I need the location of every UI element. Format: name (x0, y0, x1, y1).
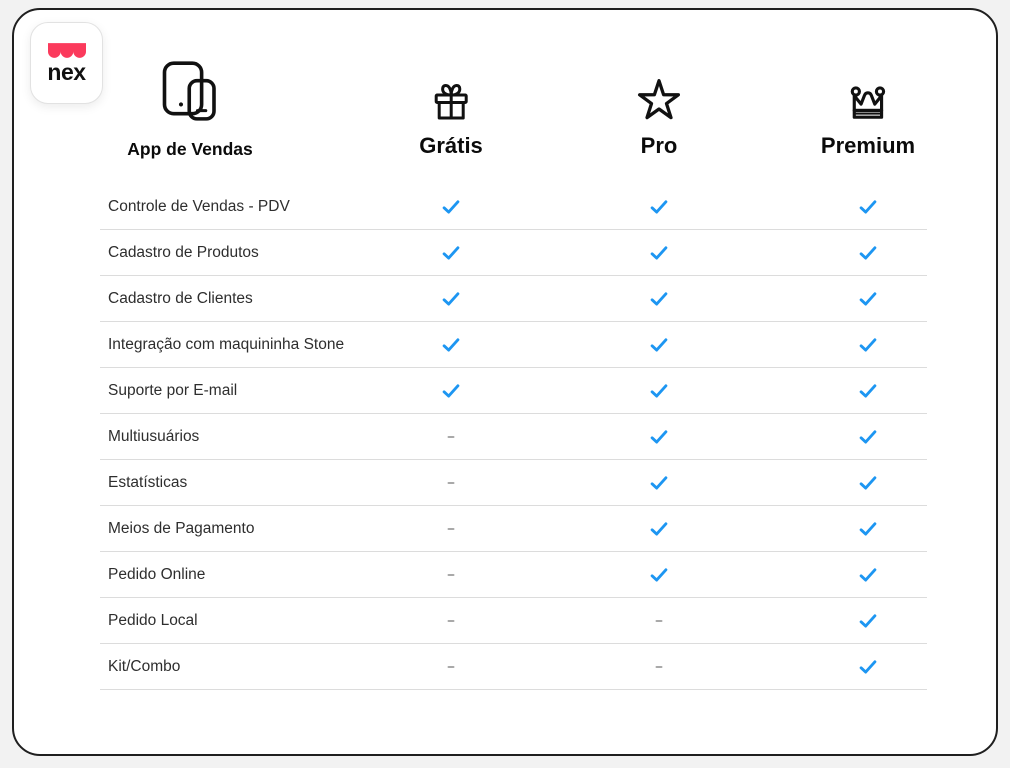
availability-check-icon (651, 200, 668, 214)
feature-label: Suporte por E-mail (108, 381, 238, 399)
availability-dash-icon (448, 666, 455, 668)
table-row (100, 230, 927, 276)
nex-logo-text: nex (47, 58, 86, 85)
availability-check-icon (860, 476, 877, 490)
table-row (100, 276, 927, 322)
availability-dash-icon (448, 620, 455, 622)
feature-label: Integração com maquininha Stone (108, 335, 345, 353)
plan-header-premium (821, 80, 915, 160)
availability-check-icon (443, 200, 460, 214)
feature-table (100, 184, 927, 690)
availability-check-icon (860, 614, 877, 628)
plan-header-pro (637, 80, 681, 160)
availability-dash-icon (656, 620, 663, 622)
feature-label: Meios de Pagamento (108, 519, 255, 537)
table-row (100, 598, 927, 644)
availability-check-icon (860, 338, 877, 352)
availability-check-icon (860, 522, 877, 536)
availability-check-icon (860, 246, 877, 260)
availability-check-icon (860, 660, 877, 674)
table-row (100, 368, 927, 414)
availability-check-icon (860, 200, 877, 214)
feature-label: Cadastro de Clientes (108, 289, 253, 307)
availability-check-icon (651, 384, 668, 398)
availability-check-icon (651, 522, 668, 536)
crown-icon (847, 80, 889, 122)
availability-check-icon (651, 246, 668, 260)
star-icon (637, 80, 681, 122)
availability-check-icon (443, 338, 460, 352)
availability-dash-icon (448, 436, 455, 438)
availability-check-icon (860, 384, 877, 398)
availability-check-icon (651, 430, 668, 444)
availability-check-icon (443, 292, 460, 306)
gift-icon (431, 80, 471, 122)
pricing-card (12, 8, 998, 756)
feature-label: Kit/Combo (108, 657, 181, 675)
table-row (100, 460, 927, 506)
availability-check-icon (651, 476, 668, 490)
plan-title-gratis: Grátis (419, 133, 483, 158)
feature-label: Pedido Online (108, 565, 206, 583)
feature-label: Multiusuários (108, 427, 200, 445)
availability-check-icon (860, 430, 877, 444)
table-row (100, 552, 927, 598)
feature-column-title: App de Vendas (127, 139, 253, 159)
plan-title-pro: Pro (640, 133, 678, 158)
plan-title-premium: Premium (820, 133, 916, 158)
availability-check-icon (651, 338, 668, 352)
availability-dash-icon (448, 574, 455, 576)
devices-icon (157, 55, 223, 125)
availability-check-icon (860, 292, 877, 306)
table-header (14, 10, 996, 182)
availability-dash-icon (448, 528, 455, 530)
table-row (100, 644, 927, 690)
availability-check-icon (443, 246, 460, 260)
table-row (100, 414, 927, 460)
availability-check-icon (860, 568, 877, 582)
plan-header-gratis (419, 80, 483, 160)
feature-label: Pedido Local (108, 611, 198, 629)
availability-check-icon (651, 568, 668, 582)
feature-label: Estatísticas (108, 473, 188, 491)
table-row (100, 506, 927, 552)
feature-label: Cadastro de Produtos (108, 243, 259, 261)
feature-label: Controle de Vendas - PDV (108, 197, 290, 215)
table-row (100, 184, 927, 230)
availability-dash-icon (448, 482, 455, 484)
availability-dash-icon (656, 666, 663, 668)
table-row (100, 322, 927, 368)
availability-check-icon (651, 292, 668, 306)
availability-check-icon (443, 384, 460, 398)
feature-column-header (127, 55, 252, 160)
